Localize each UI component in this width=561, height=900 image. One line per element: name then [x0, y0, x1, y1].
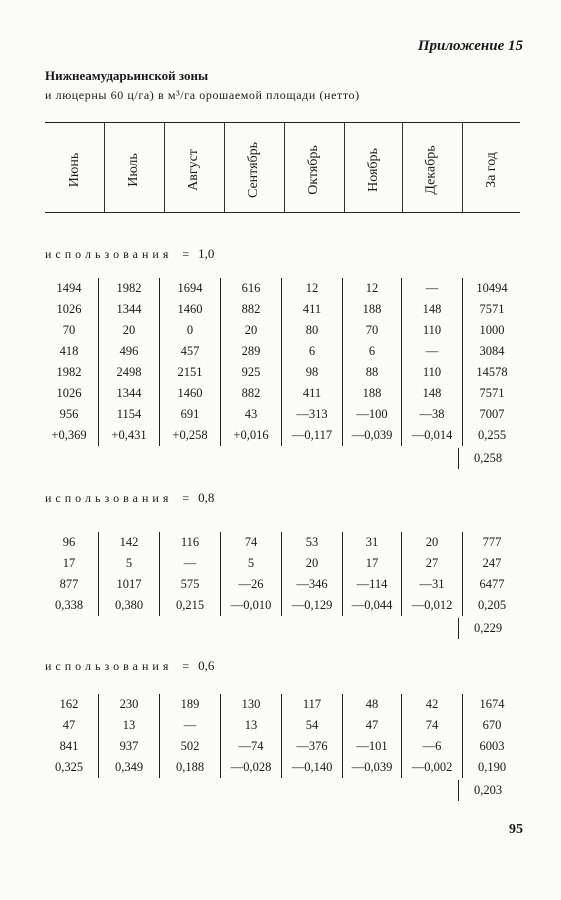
table-cell: 74 — [221, 532, 282, 553]
data-table — [40, 532, 521, 616]
table-cell: 1154 — [99, 404, 160, 425]
table-cell: 20 — [221, 320, 282, 341]
table-cell: 877 — [59, 577, 79, 591]
column-divider — [402, 122, 403, 212]
table-cell: 20 — [99, 320, 160, 341]
table-cell: 2151 — [160, 362, 221, 383]
table-cell: 1460 — [160, 383, 221, 404]
table-cell: —376 — [282, 736, 343, 757]
table-cell: 1344 — [99, 299, 160, 320]
table-cell: 1674 — [463, 694, 522, 715]
page-number: 95 — [509, 822, 523, 837]
table-cell: 1460 — [160, 299, 221, 320]
table-cell: 0,190 — [463, 757, 522, 778]
table-cell: 616 — [221, 278, 282, 299]
table-cell: 117 — [282, 694, 343, 715]
table-cell: —38 — [402, 404, 463, 425]
table-cell: 42 — [402, 694, 463, 715]
annual-extra-value: 0,229 — [458, 618, 517, 639]
section-value: 0,6 — [198, 658, 215, 673]
table-cell: +0,258 — [160, 425, 221, 446]
table-cell: 7007 — [463, 404, 522, 425]
table-cell: 5 — [221, 553, 282, 574]
table-cell: 13 — [221, 715, 282, 736]
column-divider — [462, 122, 463, 212]
table-cell: 47 — [62, 718, 76, 732]
table-cell: —6 — [402, 736, 463, 757]
appendix-label: Приложение 15 — [417, 38, 523, 54]
table-row — [40, 425, 521, 446]
table-subtitle: и люцерны 60 ц/га) в м³/га орошаемой площади (нетто) — [45, 88, 360, 102]
table-cell: —0,129 — [282, 595, 343, 616]
column-header — [284, 145, 344, 195]
section-value: 1,0 — [198, 246, 215, 261]
table-cell: 0,338 — [54, 598, 84, 612]
column-header-label: Июнь — [66, 152, 82, 188]
table-cell: — — [160, 715, 221, 736]
column-header — [402, 145, 462, 195]
table-row — [40, 595, 521, 616]
column-header-label: Ноябрь — [365, 148, 381, 192]
table-cell: 0 — [160, 320, 221, 341]
table-cell: 1982 — [99, 278, 160, 299]
table-cell: —0,140 — [282, 757, 343, 778]
table-cell: —0,044 — [343, 595, 402, 616]
section-label — [45, 246, 214, 262]
column-divider — [224, 122, 225, 212]
table-cell: 0,205 — [463, 595, 522, 616]
column-divider — [284, 122, 285, 212]
table-cell: 88 — [343, 362, 402, 383]
column-header — [45, 152, 105, 188]
table-cell: 17 — [62, 556, 76, 570]
column-header — [462, 152, 522, 188]
table-cell: 98 — [282, 362, 343, 383]
table-cell: 1026 — [56, 386, 82, 400]
table-cell: 0,380 — [99, 595, 160, 616]
table-cell: 13 — [99, 715, 160, 736]
table-cell: 1982 — [56, 365, 82, 379]
table-cell: 12 — [343, 278, 402, 299]
header-bottom-rule — [45, 212, 520, 213]
table-cell: 20 — [282, 553, 343, 574]
table-cell: 411 — [282, 299, 343, 320]
table-row — [40, 757, 521, 778]
table-cell: 48 — [343, 694, 402, 715]
table-cell: —0,039 — [343, 425, 402, 446]
table-cell: 841 — [59, 739, 79, 753]
section-equals-sign: = — [182, 491, 191, 505]
table-cell: 53 — [282, 532, 343, 553]
table-cell: 20 — [402, 532, 463, 553]
table-cell: 575 — [160, 574, 221, 595]
table-cell: 47 — [343, 715, 402, 736]
table-cell: —100 — [343, 404, 402, 425]
table-cell: —0,010 — [221, 595, 282, 616]
column-header — [344, 148, 404, 192]
table-cell: —346 — [282, 574, 343, 595]
table-cell: 956 — [59, 407, 79, 421]
table-cell: 1000 — [463, 320, 522, 341]
table-row — [40, 574, 521, 595]
table-cell: — — [402, 278, 463, 299]
table-row — [40, 299, 521, 320]
table-row — [40, 553, 521, 574]
column-divider — [164, 122, 165, 212]
table-cell: 289 — [221, 341, 282, 362]
table-cell: 10494 — [463, 278, 522, 299]
table-cell: 188 — [343, 299, 402, 320]
table-cell: 70 — [343, 320, 402, 341]
data-table — [40, 694, 521, 778]
table-cell: 0,188 — [160, 757, 221, 778]
section-label-text: использования — [45, 491, 173, 505]
table-cell: 7571 — [463, 299, 522, 320]
table-cell: —0,028 — [221, 757, 282, 778]
table-cell: 411 — [282, 383, 343, 404]
table-row — [40, 736, 521, 757]
table-cell: 110 — [402, 362, 463, 383]
table-cell: 31 — [343, 532, 402, 553]
column-header-label: За год — [484, 152, 499, 188]
table-cell: 6477 — [463, 574, 522, 595]
column-header-label: Август — [185, 149, 201, 191]
table-cell: +0,016 — [221, 425, 282, 446]
table-cell: 189 — [160, 694, 221, 715]
table-cell: —0,014 — [402, 425, 463, 446]
table-cell: 418 — [59, 344, 79, 358]
table-cell: 7571 — [463, 383, 522, 404]
section-label — [45, 490, 214, 506]
table-cell: 80 — [282, 320, 343, 341]
table-cell: — — [160, 553, 221, 574]
table-cell: —114 — [343, 574, 402, 595]
column-header — [224, 141, 284, 199]
header-top-rule — [45, 122, 520, 123]
section-equals-sign: = — [182, 659, 191, 673]
table-cell: 1026 — [56, 302, 82, 316]
table-cell: 937 — [99, 736, 160, 757]
table-row — [40, 383, 521, 404]
column-header — [164, 149, 224, 191]
table-cell: 777 — [463, 532, 522, 553]
column-header — [104, 153, 164, 187]
table-cell: —31 — [402, 574, 463, 595]
table-cell: — — [402, 341, 463, 362]
table-cell: 925 — [221, 362, 282, 383]
table-cell: 17 — [343, 553, 402, 574]
table-cell: 496 — [99, 341, 160, 362]
table-cell: 6003 — [463, 736, 522, 757]
table-cell: 70 — [62, 323, 76, 337]
table-cell: 12 — [282, 278, 343, 299]
table-cell: 691 — [160, 404, 221, 425]
table-row — [40, 362, 521, 383]
annual-extra-value: 0,203 — [458, 780, 517, 801]
table-cell: —313 — [282, 404, 343, 425]
zone-title: Нижнеамударьинской зоны — [45, 68, 209, 83]
table-cell: 882 — [221, 299, 282, 320]
table-cell: +0,369 — [51, 428, 87, 442]
table-cell: 27 — [402, 553, 463, 574]
table-cell: 1017 — [99, 574, 160, 595]
section-label-text: использования — [45, 247, 173, 261]
annual-extra-value: 0,258 — [458, 448, 517, 469]
table-cell: 6 — [282, 341, 343, 362]
table-cell: —0,039 — [343, 757, 402, 778]
table-cell: 247 — [463, 553, 522, 574]
table-row — [40, 404, 521, 425]
section-label-text: использования — [45, 659, 173, 673]
table-cell: 6 — [343, 341, 402, 362]
table-cell: +0,431 — [99, 425, 160, 446]
table-cell: 0,325 — [54, 760, 84, 774]
table-cell: 1494 — [56, 281, 82, 295]
table-row — [40, 532, 521, 553]
table-cell: 1694 — [160, 278, 221, 299]
table-cell: 162 — [59, 697, 79, 711]
table-cell: —101 — [343, 736, 402, 757]
column-divider — [344, 122, 345, 212]
section-equals-sign: = — [182, 247, 191, 261]
table-cell: 882 — [221, 383, 282, 404]
table-cell: 74 — [402, 715, 463, 736]
table-cell: 116 — [160, 532, 221, 553]
table-cell: 130 — [221, 694, 282, 715]
table-cell: 96 — [62, 535, 76, 549]
column-divider — [104, 122, 105, 212]
column-header-label: Сентябрь — [245, 141, 261, 199]
table-cell: —0,117 — [282, 425, 343, 446]
section-value: 0,8 — [198, 490, 215, 505]
table-cell: 0,349 — [99, 757, 160, 778]
table-cell: —0,002 — [402, 757, 463, 778]
column-header-label: Октябрь — [305, 145, 321, 195]
table-row — [40, 341, 521, 362]
table-cell: 43 — [221, 404, 282, 425]
column-header-label: Декабрь — [424, 145, 439, 195]
table-cell: 502 — [160, 736, 221, 757]
table-cell: —26 — [221, 574, 282, 595]
table-cell: —74 — [221, 736, 282, 757]
table-row — [40, 694, 521, 715]
section-label — [45, 658, 214, 674]
table-cell: 2498 — [99, 362, 160, 383]
table-cell: 3084 — [463, 341, 522, 362]
table-cell: 670 — [463, 715, 522, 736]
table-row — [40, 715, 521, 736]
table-cell: 148 — [402, 383, 463, 404]
table-cell: 0,255 — [463, 425, 522, 446]
table-cell: 5 — [99, 553, 160, 574]
table-cell: 1344 — [99, 383, 160, 404]
table-cell: 14578 — [463, 362, 522, 383]
table-cell: 110 — [402, 320, 463, 341]
table-cell: —0,012 — [402, 595, 463, 616]
column-header-label: Июль — [126, 153, 141, 187]
table-cell: 230 — [99, 694, 160, 715]
table-row — [40, 278, 521, 299]
table-cell: 148 — [402, 299, 463, 320]
table-cell: 54 — [282, 715, 343, 736]
data-table — [40, 278, 521, 446]
table-cell: 457 — [160, 341, 221, 362]
table-cell: 0,215 — [160, 595, 221, 616]
table-row — [40, 320, 521, 341]
table-cell: 188 — [343, 383, 402, 404]
table-cell: 142 — [99, 532, 160, 553]
